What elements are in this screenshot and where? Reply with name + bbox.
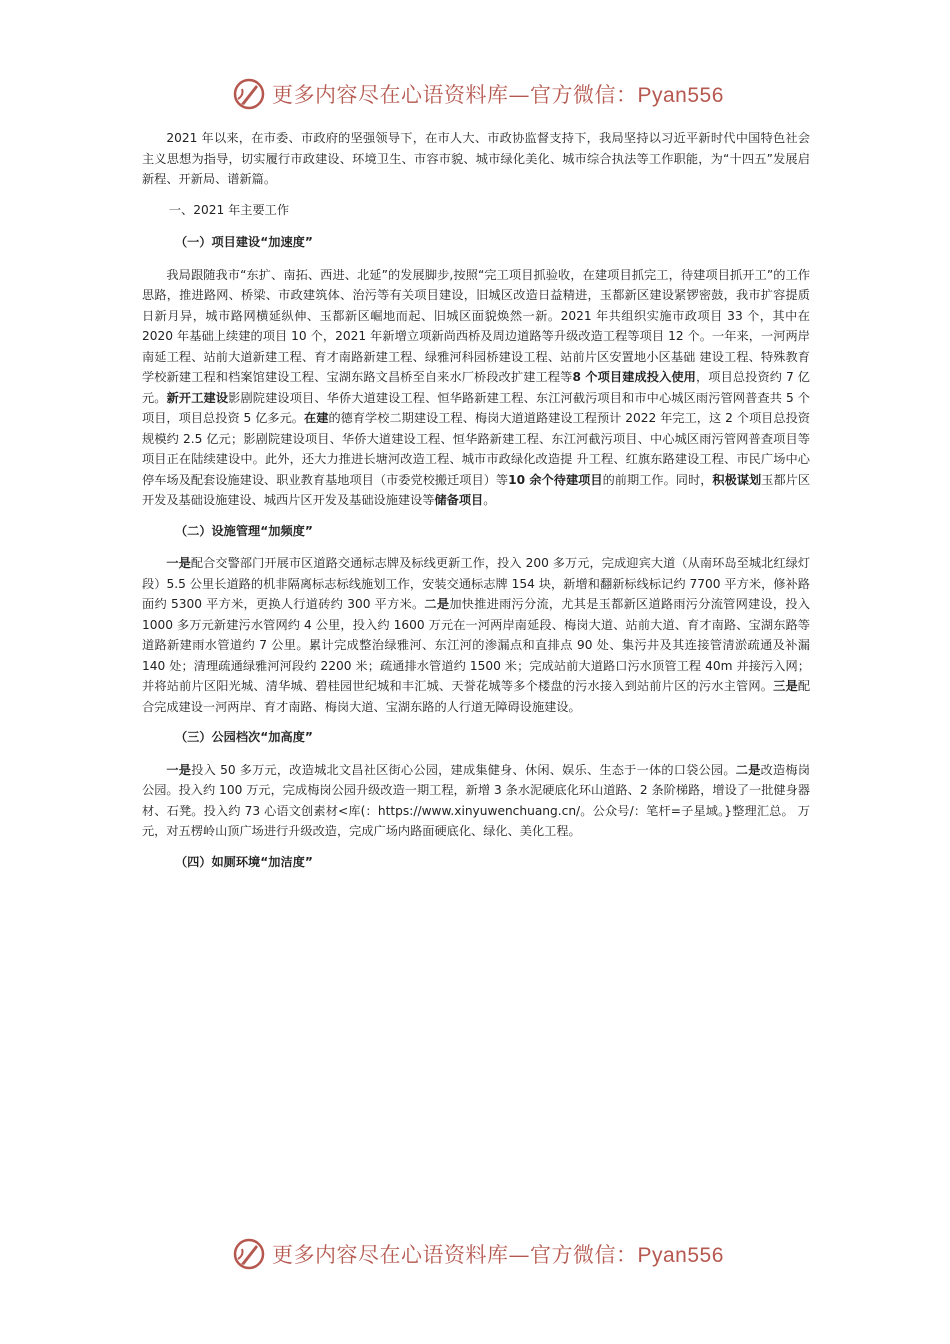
subsection-heading-3: （三）公园档次“加高度” (174, 730, 313, 744)
header-banner (232, 74, 732, 114)
banner-main-text: 更多内容尽在心语资料库—官方微信： (272, 83, 638, 107)
project-paragraph: 我局跟随我市“东扩、南拓、西进、北延”的发展脚步,按照“完工项目抓验收，在建项目抓完工，待建项目抓开工”的工作思路，推进路网、桥梁、市政建筑体、治污等有关项目建设，旧城区改造日益精进，玉都新区建设紧锣密鼓，我市扩容提质日新月异，城市路网横延纵伸、玉都新区崛地而起、旧城区面貌焕然一新。2021 年共组织实施市政项目 33 个，其中在 2020 年基础上续建的项目 10 个，2021 年新增立项新尚西桥及周边道路等升级改造工程等项目 12 个。一年来，一河两岸南延工程、站前大道新建工程、育才南路新建工程、绿雅河科园桥建设工程、站前片区安置地小区基础 建设工程、特殊教育学校新建工程和档案馆建设工程、宝湖东路文昌桥至自来水厂桥段改扩建工程等8 个项目建成投入使用，项目总投资约 7 亿元。新开工建设影剧院建设项目、华侨大道建设工程、恒华路新建工程、东江河截污项目和市中心城区雨污管网普查共 5 个项目，项目总投资 5 亿多元。在建的德育学校二期建设工程、梅岗大道道路建设工程预计 2022 年完工，这 2 个项目总投资规模约 2.5 亿元；影剧院建设项目、华侨大道建设工程、恒华路新建工程、东江河截污项目、中心城区雨污管网普查项目等项目正在陆续建设中。此外，还大力推进长塘河改造工程、城市市政绿化改造提 升工程、红旗东路建设工程、市民广场中心停车场及配套设施建设、职业教育基地项目（市委党校搬迁项目）等10 余个待建项目的前期工作。同时，积极谋划玉都片区开发及基础设施建设、城西片区开发及基础设施建设等储备项目。 (142, 267, 811, 507)
banner-main-text: 更多内容尽在心语资料库—官方微信： (272, 1243, 638, 1267)
park-paragraph: 一是投入 50 多万元，改造城北文昌社区街心公园，建成集健身、休闲、娱乐、生态于一体的口袋公园。二是改造梅岗公园。投入约 100 万元，完成梅岗公园升级改造一期工程，新增 3 条水泥硬底化环山道路、2 条阶梯路，增设了一批健身器材、石凳。投入约 73 心语文创素材<库(：https://www.xinyuwenchuang.cn/。公众号/：笔杆=子星域。}整理汇总。 万元，对五楞岭山顶广场进行升级改造，完成广场内路面硬底化、绿化、美化工程。 (142, 762, 811, 838)
facility-paragraph: 一是配合交警部门开展市区道路交通标志牌及标线更新工作，投入 200 多万元，完成迎宾大道（从南环岛至城北红绿灯段）5.5 公里长道路的机非隔离标志标线施划工作，安装交通标志牌 154 块，新增和翻新标线标记约 7700 平方米，修补路面约 5300 平方米，更换人行道砖约 300 平方米。二是加快推进雨污分流，尤其是玉都新区道路雨污分流管网建设，投入 1000 多万元新建污水管网约 4 公里，投入约 1600 万元在一河两岸南延段、梅岗大道、站前大道、育才南路、宝湖东路等道路新建雨水管道约 7 公里。累计完成整治绿雅河、东江河的渗漏点和直排点 90 处、集污井及其连接管清淤疏通及补漏 140 处；清理疏通绿雅河河段约 2200 米；疏通排水管道约 1500 米；完成站前大道路口污水顶管工程 40m 并接污入网；并将站前片区阳光城、清华城、碧桂园世纪城和丰汇城、天誉花城等多个楼盘的污水接入到站前片区的污水主管网。三是配合完成建设一河两岸、育才南路、梅岗大道、宝湖东路的人行道无障碍设施建设。 (142, 556, 811, 714)
subsection-heading-2: （二）设施管理“加频度” (174, 523, 313, 538)
quill-pen-circle-icon (232, 77, 266, 111)
wechat-id: Pyan556 (637, 84, 724, 107)
footer-banner (232, 1234, 732, 1274)
subsection-heading-4: （四）如厕环境“加洁度” (174, 854, 313, 869)
wechat-id: Pyan556 (637, 1244, 724, 1267)
quill-pen-circle-icon (232, 1237, 266, 1271)
banner-text (272, 79, 724, 109)
subsection-heading-1: （一）项目建设“加速度” (174, 235, 313, 249)
banner-text (272, 1239, 724, 1269)
section-heading: 一、2021 年主要工作 (168, 202, 290, 217)
intro-paragraph: 2021 年以来，在市委、市政府的坚强领导下，在市人大、市政协监督支持下，我局坚持以习近平新时代中国特色社会主义思想为指导，切实履行市政建设、环境卫生、市容市貌、城市绿化美化、城市综合执法等工作职能，为“十四五”发展启新程、开新局、谱新篇。 (142, 131, 810, 186)
document-body (142, 128, 810, 884)
